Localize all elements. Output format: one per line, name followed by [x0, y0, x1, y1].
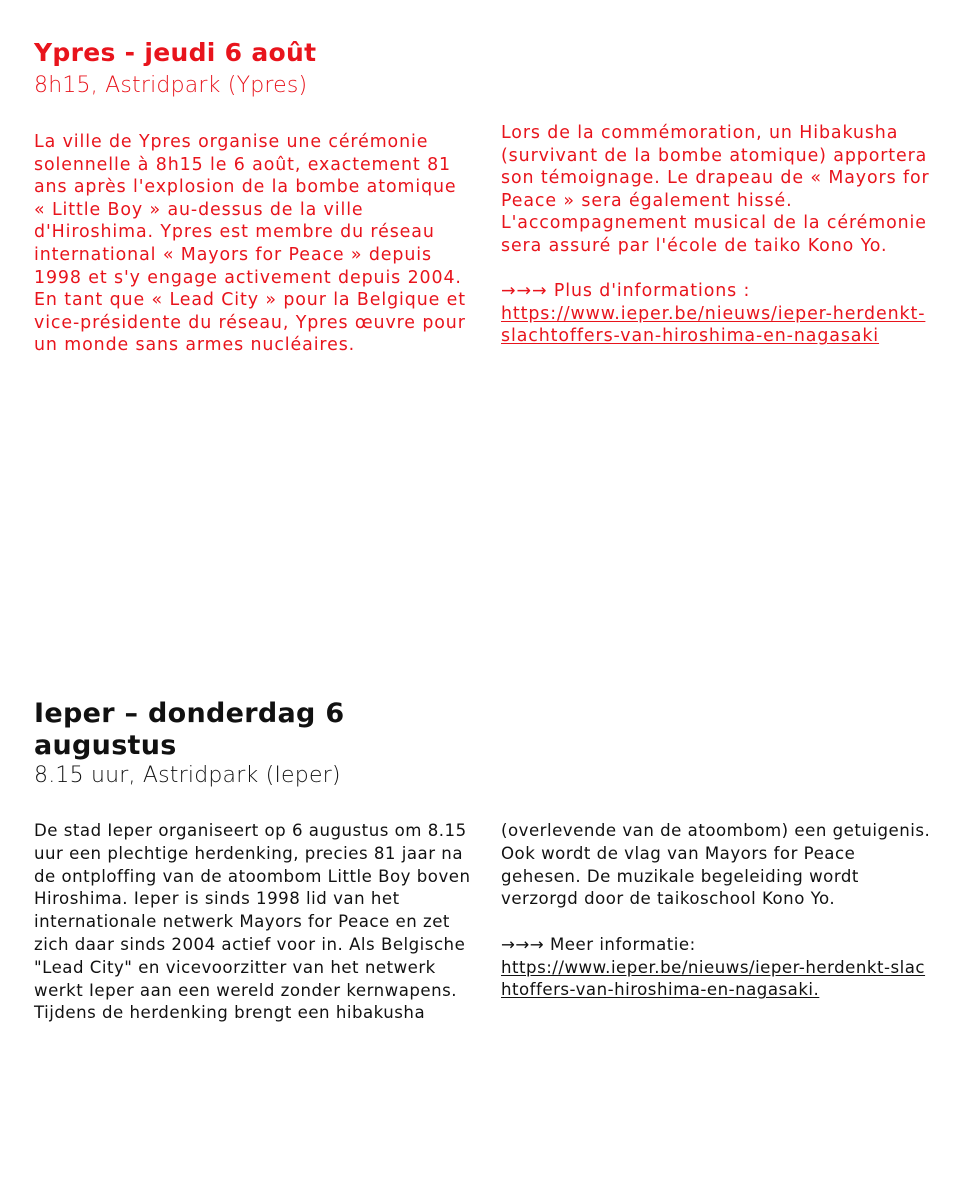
dutch-paragraph-1: De stad Ieper organiseert op 6 augustus om 8.15 uur een plechtige herdenking, precies 81 jaar na de ontploffing van de atoombom Little Boy boven Hiroshima. Ieper is sinds 1998 lid van het internationale netwerk Mayors for Peace en zet zich daar sinds 2004 actief voor in. Als Belgische "Lead City" en vicevoorzitter van het netwerk werkt Ieper aan een wereld zonder kernwapens. Tijdens de herdenking brengt een hibakusha [34, 821, 471, 1023]
dutch-more-info-link[interactable]: https://www.ieper.be/nieuws/ieper-herdenkt-slachtoffers-van-hiroshima-en-nagasaki. [501, 957, 926, 1000]
french-subtitle: 8h15, Astridpark (Ypres) [34, 73, 308, 98]
dutch-paragraph-2: (overlevende van de atoombom) een getuigenis. Ook wordt de vlag van Mayors for Peace gehesen. De muzikale begeleiding wordt verzorgd door de taikoschool Kono Yo. [501, 821, 931, 909]
dutch-body-right [501, 820, 931, 1002]
french-body-left [34, 131, 474, 357]
dutch-body-left [34, 820, 474, 1025]
dutch-subtitle: 8.15 uur, Astridpark (Ieper) [34, 763, 341, 788]
french-title: Ypres - jeudi 6 août [34, 38, 317, 67]
french-more-info-link[interactable]: https://www.ieper.be/nieuws/ieper-herdenkt-slachtoffers-van-hiroshima-en-nagasaki [501, 303, 926, 347]
french-body-right [501, 122, 931, 348]
french-paragraph-2: Lors de la commémoration, un Hibakusha (survivant de la bombe atomique) apportera son témoignage. Le drapeau de « Mayors for Peace » sera également hissé. L'accompagnement musical de la cérémonie sera assuré par l'école de taiko Kono Yo. [501, 123, 930, 256]
french-more-info-label: →→→ Plus d'informations : [501, 281, 751, 302]
dutch-more-info-label: →→→ Meer informatie: [501, 934, 696, 954]
dutch-title: Ieper – donderdag 6 augustus [34, 698, 345, 761]
french-paragraph-1: La ville de Ypres organise une cérémonie solennelle à 8h15 le 6 août, exactement 81 ans après l'explosion de la bombe atomique « Little Boy » au-dessus de la ville d'Hiroshima. Ypres est membre du réseau international « Mayors for Peace » depuis 1998 et s'y engage activement depuis 2004. En tant que « Lead City » pour la Belgique et vice-présidente du réseau, Ypres œuvre pour un monde sans armes nucléaires. [34, 132, 466, 356]
